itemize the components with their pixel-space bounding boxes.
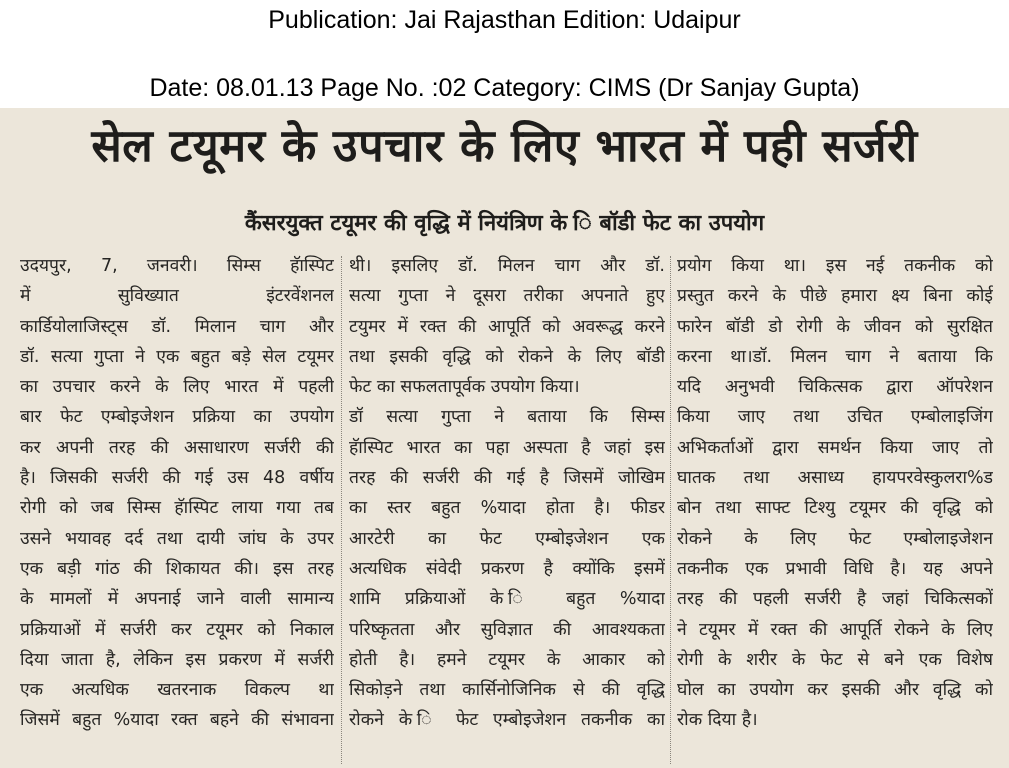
column-1-line: में सुविख्यात इंटरवेंशनल [20, 286, 334, 307]
column-2-line: परिष्कृतता और सुविज्ञात की आवश्यकता [349, 619, 665, 640]
column-1-line: जिसमें बहुत %यादा रक्त बहने की संभावना [20, 710, 334, 731]
column-2-line: रोकने के ि फेट एम्बोइजेशन तकनीक का [349, 710, 665, 731]
column-2-line: शामि प्रक्रियाओं के ि बहुत %यादा [349, 589, 665, 610]
column-3-line: रोकने के लिए फेट एम्बोलाइजेशन [677, 528, 993, 549]
column-3-line: किया जाए तथा उचित एम्बोलाइजिंग [677, 407, 993, 428]
column-2-line: आरटेरी का फेट एम्बोइजेशन एक [349, 528, 665, 549]
newspaper-clipping [0, 108, 1009, 768]
column-2-line: फेट का सफलतापूर्वक उपयोग किया। [349, 377, 580, 398]
column-1-line: उदयपुर, 7, जनवरी। सिम्स हॅास्पिट [20, 256, 334, 276]
column-1-line: बार फेट एम्बोइजेशन प्रक्रिया का उपयोग [20, 407, 334, 428]
column-divider [341, 256, 342, 764]
column-divider [670, 256, 671, 764]
column-2-line: हॅास्पिट भारत का पहा अस्पता है जहां इस [349, 437, 665, 458]
column-2-line: का स्तर बहुत %यादा होता है। फीडर [349, 498, 665, 519]
column-1-line: कर अपनी तरह की असाधारण सर्जरी की [20, 437, 334, 458]
column-3-line: घातक तथा असाध्य हायपरवेस्कुलरा%ड [677, 468, 993, 489]
column-1-line: रोगी को जब सिम्स हॅास्पिट लाया गया तब [20, 498, 334, 519]
article-column-1 [20, 251, 334, 766]
column-3-line: फारेन बॉडी डो रोगी के जीवन को सुरक्षित [677, 316, 993, 337]
column-2-line: सिकोड़ने तथा कार्सिनोजिनिक से की वृद्धि [349, 680, 665, 701]
column-1-line: उसने भयावह दर्द तथा दायी जांघ के उपर [20, 528, 334, 549]
column-2-line: तरह की सर्जरी की गई है जिसमें जोखिम [349, 468, 665, 489]
column-3-line: रोगी के शरीर के फेट से बने एक विशेष [677, 649, 993, 670]
column-1-line: एक अत्यधिक खतरनाक विकल्प था [20, 680, 334, 701]
column-3-line: करना था।डॉ. मिलन चाग ने बताया कि [677, 346, 993, 367]
column-3-line: रोक दिया है। [677, 710, 758, 731]
article-subheadline: कैंसरयुक्त टयूमर की वृद्धि में नियंत्रिण के ि बॉडी फेट का उपयोग [244, 211, 765, 236]
column-2-line: टयुमर में रक्त की आपूर्ति को अवरूद्ध करने [349, 316, 665, 337]
column-1-line: के मामलों में अपनाई जाने वाली सामान्य [20, 589, 334, 610]
column-3-line: तरह की पहली सर्जरी है जहां चिकित्सकों [677, 589, 993, 610]
column-3-line: अभिकर्ताओं द्वारा समर्थन किया जाए तो [677, 437, 993, 458]
column-2-line: डॉ सत्या गुप्ता ने बताया कि सिम्स [349, 407, 665, 428]
article-headline: सेल टयूमर के उपचार के लिए भारत में पही सर्जरी [91, 119, 918, 172]
column-2-line: तथा इसकी वृद्धि को रोकने के लिए बॉडी [349, 346, 665, 367]
article-column-2 [349, 251, 665, 766]
column-1-line: एक बड़ी गांठ की शिकायत की। इस तरह [20, 558, 334, 579]
column-2-line: होती है। हमने टयूमर के आकार को [349, 649, 665, 670]
column-3-line: प्रस्तुत करने के पीछे हमारा क्ष्य बिना कोई [677, 286, 993, 307]
publication-edition-line: Publication: Jai Rajasthan Edition: Udaipur [268, 6, 741, 34]
column-1-line: है। जिसकी सर्जरी की गई उस 48 वर्षीय [20, 468, 334, 489]
article-column-3 [677, 251, 993, 766]
column-2-line: अत्यधिक संवेदी प्रकरण है क्योंकि इसमें [349, 558, 665, 579]
column-2-line: सत्या गुप्ता ने दूसरा तरीका अपनाते हुए [349, 286, 665, 307]
column-2-line: थी। इसलिए डॉ. मिलन चाग और डॉ. [349, 256, 665, 276]
date-page-category-line: Date: 08.01.13 Page No. :02 Category: CIMS (Dr Sanjay Gupta) [149, 74, 860, 102]
column-3-line: बोन तथा साफ्ट टिश्यु टयूमर की वृद्धि को [677, 498, 993, 519]
column-3-line: घोल का उपयोग कर इसकी और वृद्धि को [677, 680, 993, 701]
column-3-line: तकनीक एक प्रभावी विधि है। यह अपने [677, 558, 993, 579]
column-3-line: ने टयूमर में रक्त की आपूर्ति रोकने के लिए [677, 619, 993, 640]
column-1-line: दिया जाता है, लेकिन इस प्रकरण में सर्जरी [20, 649, 334, 670]
column-1-line: का उपचार करने के लिए भारत में पहली [20, 377, 334, 398]
column-1-line: कार्डियोलाजिस्ट्स डॉ. मिलान चाग और [20, 316, 334, 337]
column-3-line: यदि अनुभवी चिकित्सक द्वारा ऑपरेशन [677, 377, 993, 398]
column-3-line: प्रयोग किया था। इस नई तकनीक को [677, 256, 993, 276]
column-1-line: प्रक्रियाओं में सर्जरी कर टयूमर को निकाल [20, 619, 334, 640]
column-1-line: डॉ. सत्या गुप्ता ने एक बहुत बड़े सेल टयूमर [20, 346, 334, 367]
